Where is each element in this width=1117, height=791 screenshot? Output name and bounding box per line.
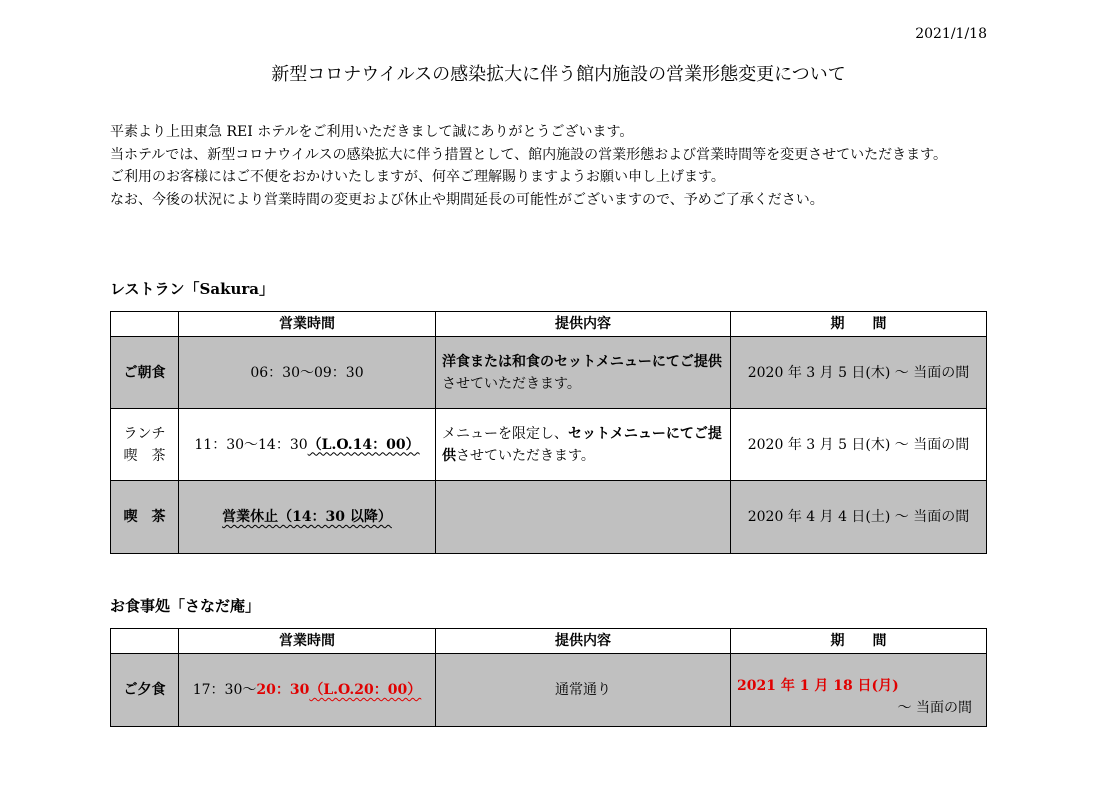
row-hours <box>179 654 436 727</box>
row-period: 2020 年 3 月 5 日(木) 〜 当面の間 <box>731 337 987 409</box>
row-hours <box>179 481 436 554</box>
table-row <box>111 481 987 554</box>
intro-paragraph: なお、今後の状況により営業時間の変更および休止や期間延長の可能性がございますので、予めご了承ください。 <box>110 191 824 208</box>
table-header-row <box>111 629 987 654</box>
content-bold: セットメニューにてご提供 <box>442 425 722 464</box>
intro-text <box>110 121 990 211</box>
row-period <box>731 654 987 727</box>
hours-start: 17：30〜 <box>192 682 257 698</box>
row-content <box>436 337 731 409</box>
row-label: 喫 茶 <box>111 481 179 554</box>
header-cell-hours: 営業時間 <box>179 312 436 337</box>
header-cell-period: 期 間 <box>731 629 987 654</box>
hours-last-order: （L.O.20：00） <box>309 682 422 698</box>
row-period: 2020 年 3 月 5 日(木) 〜 当面の間 <box>731 409 987 481</box>
header-cell-blank <box>111 629 179 654</box>
schedule-table-sakura <box>110 311 987 554</box>
hours-closed: 営業休止（14：30 以降） <box>222 509 392 525</box>
content-bold: 洋食または和食のセットメニューにてご提供 <box>442 353 722 370</box>
header-cell-period: 期 間 <box>731 312 987 337</box>
row-content <box>436 409 731 481</box>
row-content: 通常通り <box>436 654 731 727</box>
label-line: 喫 茶 <box>123 447 166 464</box>
row-label <box>111 409 179 481</box>
period-end: 〜 当面の間 <box>897 700 972 716</box>
period-start: 2021 年 1 月 18 日(月) <box>737 678 899 694</box>
table-row <box>111 654 987 727</box>
row-period: 2020 年 4 月 4 日(土) 〜 当面の間 <box>731 481 987 554</box>
header-cell-hours: 営業時間 <box>179 629 436 654</box>
row-hours: 06：30〜09：30 <box>179 337 436 409</box>
table-row <box>111 409 987 481</box>
document-title: 新型コロナウイルスの感染拡大に伴う館内施設の営業形態変更について <box>271 64 846 85</box>
schedule-table-sanada-an <box>110 628 987 727</box>
table-row <box>111 337 987 409</box>
row-label: ご夕食 <box>111 654 179 727</box>
section-title-sakura: レストラン「Sakura」 <box>110 280 275 298</box>
content-plain: メニューを限定し、 <box>442 425 568 442</box>
intro-paragraph: 当ホテルでは、新型コロナウイルスの感染拡大に伴う措置として、館内施設の営業形態および営業時間等を変更させていただきます。 <box>110 146 948 163</box>
hours-last-order: （L.O.14：00） <box>307 436 420 453</box>
document-date: 2021/1/18 <box>915 26 987 42</box>
content-rest: させていただきます。 <box>456 447 595 464</box>
header-cell-content: 提供内容 <box>436 312 731 337</box>
row-label: ご朝食 <box>111 337 179 409</box>
intro-paragraph: ご利用のお客様にはご不便をおかけいたしますが、何卒ご理解賜りますようお願い申し上げます。 <box>110 169 725 185</box>
table-header-row <box>111 312 987 337</box>
label-line: ランチ <box>123 425 166 442</box>
header-cell-blank <box>111 312 179 337</box>
content-rest: させていただきます。 <box>442 375 581 392</box>
intro-paragraph: 平素より上田東急 REI ホテルをご利用いただきまして誠にありがとうございます。 <box>110 124 634 140</box>
hours-main: 11：30〜14：30 <box>194 436 308 453</box>
hours-end: 20：30 <box>256 682 310 698</box>
row-content <box>436 481 731 554</box>
header-cell-content: 提供内容 <box>436 629 731 654</box>
row-hours <box>179 409 436 481</box>
section-title-sanada-an: お食事処「さなだ庵」 <box>110 597 261 615</box>
